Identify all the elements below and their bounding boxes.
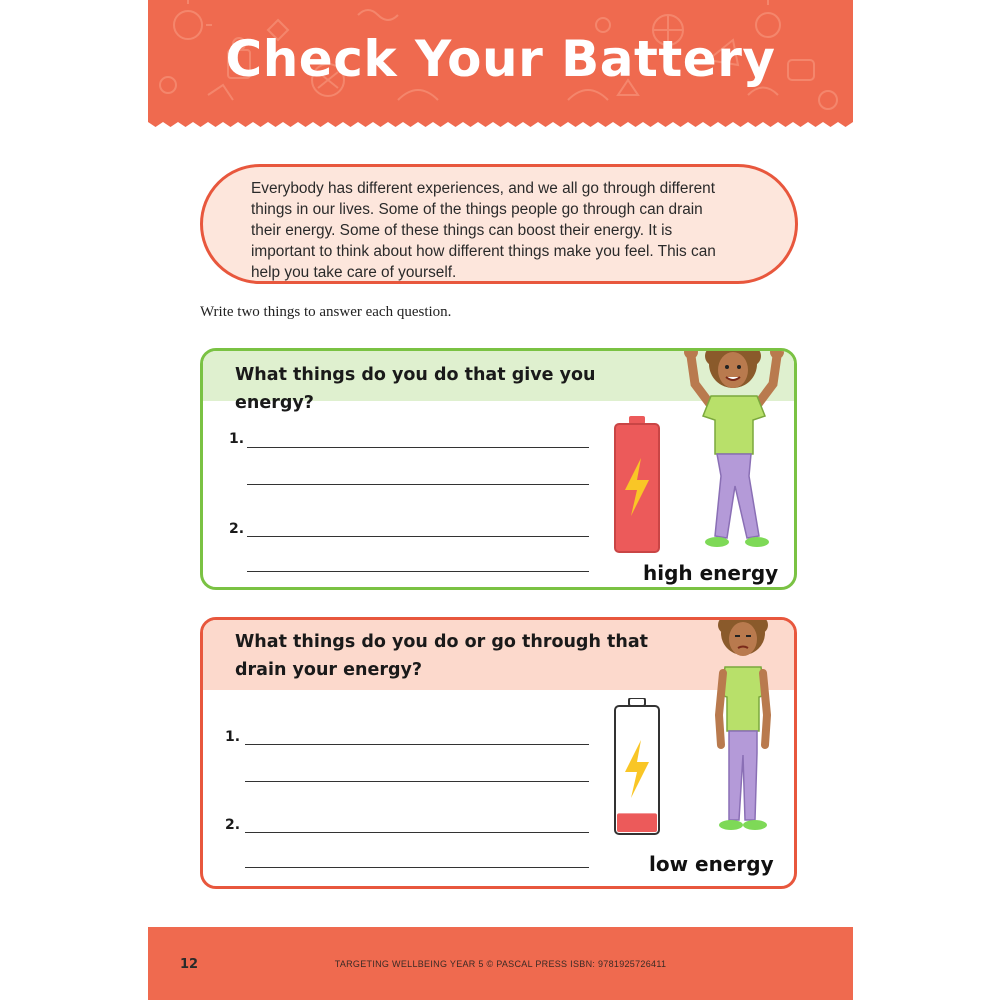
item-number: 1. xyxy=(229,431,245,447)
energetic-child-illustration xyxy=(673,348,793,561)
intro-line: things in our lives. Some of the things people go through can drain xyxy=(251,201,703,218)
item-number: 2. xyxy=(229,521,245,537)
answer-line-1a[interactable] xyxy=(245,744,589,745)
intro-line: important to think about how different things make you feel. This can xyxy=(251,243,716,260)
footer-credits: TARGETING WELLBEING YEAR 5 © PASCAL PRESS ISBN: 9781925726411 xyxy=(334,959,667,969)
low-battery-icon xyxy=(613,698,661,836)
section-question xyxy=(235,628,665,684)
item-number: 2. xyxy=(225,817,241,833)
answer-line-2a[interactable] xyxy=(245,832,589,833)
answer-line-2b[interactable] xyxy=(247,571,589,572)
low-energy-section xyxy=(200,617,797,889)
answer-line-2b[interactable] xyxy=(245,867,589,868)
question-line: What things do you do or go through that xyxy=(235,632,649,652)
worksheet-page xyxy=(148,0,853,1000)
full-battery-icon xyxy=(613,416,661,554)
intro-line: Everybody has different experiences, and we all go through different xyxy=(251,180,716,197)
answer-line-1b[interactable] xyxy=(245,781,589,782)
low-energy-label: low energy xyxy=(649,852,774,876)
intro-line: their energy. Some of these things can boost their energy. It is xyxy=(251,222,673,239)
banner-zigzag-edge xyxy=(148,117,853,127)
question-line: drain your energy? xyxy=(235,660,423,680)
high-energy-label: high energy xyxy=(643,561,779,585)
instruction-text: Write two things to answer each question. xyxy=(200,304,452,320)
page-footer xyxy=(148,927,853,1000)
question-line: What things do you do that give you energy? xyxy=(235,365,596,413)
answer-line-2a[interactable] xyxy=(247,536,589,537)
tired-child-illustration xyxy=(693,617,793,845)
intro-line: help you take care of yourself. xyxy=(251,264,457,281)
intro-callout xyxy=(200,164,798,284)
title-banner xyxy=(148,0,853,122)
battery-fill xyxy=(617,813,657,832)
answer-line-1a[interactable] xyxy=(247,447,589,448)
answer-line-1b[interactable] xyxy=(247,484,589,485)
high-energy-section xyxy=(200,348,797,590)
item-number: 1. xyxy=(225,729,241,745)
section-question xyxy=(235,361,665,417)
page-number: 12 xyxy=(180,957,199,972)
intro-text xyxy=(251,178,761,283)
page-title: Check Your Battery xyxy=(225,30,776,88)
